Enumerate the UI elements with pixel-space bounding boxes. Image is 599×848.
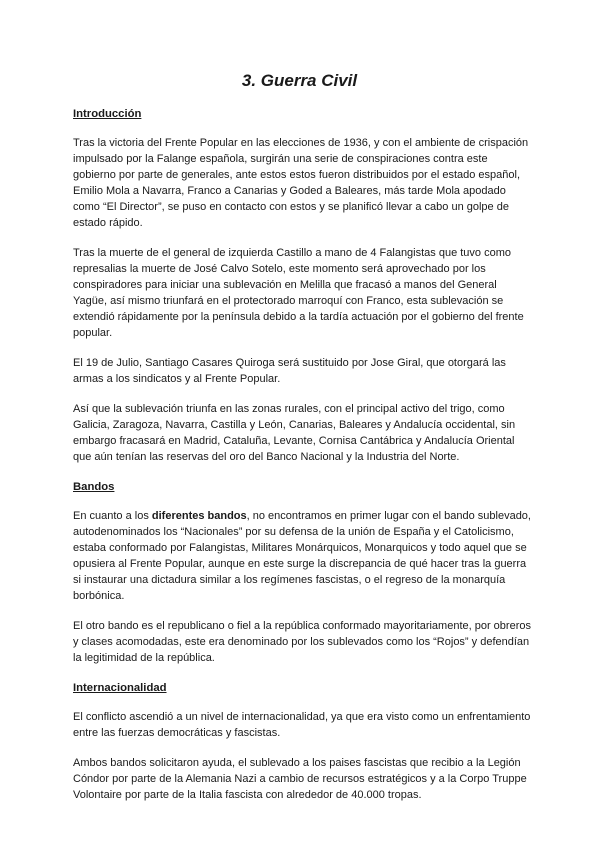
section-internacionalidad: [73, 680, 531, 803]
document-body: [73, 106, 531, 817]
section-heading: Internacionalidad: [73, 682, 167, 694]
section-heading: Introducción: [73, 108, 142, 120]
paragraph-text: , no encontramos en primer lugar con el bando sublevado, autodenominados los “Nacionales” por su defensa de la unión de España y el Catolicismo, estaba conformado por Falangistas, Militares Monárquicos, Monarquicos y todo aquel que se opusiera al Frente Popular, aunque en este surge la discrepancia de qué hacer tras la guerra si instaurar una dictadura similar a los regímenes fascistas, o el regreso de la monarquía borbónica.: [73, 510, 531, 602]
section-heading: Bandos: [73, 481, 115, 493]
paragraph: Ambos bandos solicitaron ayuda, el sublevado a los paises fascistas que recibio a la Legión Cóndor por parte de la Alemania Nazi a cambio de recursos estratégicos y a la Corpo Truppe Volontaire por parte de la Italia fascista con alrededor de 40.000 tropas.: [73, 757, 527, 801]
page-title: 3. Guerra Civil: [241, 71, 358, 90]
paragraph: Tras la victoria del Frente Popular en las elecciones de 1936, y con el ambiente de crispación impulsado por la Falange española, surgirán una serie de conspiraciones contra este gobierno por parte de generales, ante estos estos fueron distribuidos por el estado español, Emilio Mola a Navarra, Franco a Canarias y Goded a Baleares, más tarde Mola apodado como “El Director”, se puso en contacto con estos y se planificó llevar a cabo un golpe de estado rápido.: [73, 137, 529, 229]
section-bandos: [73, 479, 531, 666]
paragraph: El 19 de Julio, Santiago Casares Quiroga será sustituido por Jose Giral, que otorgará las armas a los sindicatos y al Frente Popular.: [73, 357, 506, 385]
bold-text: diferentes bandos: [151, 510, 247, 522]
paragraph: El conflicto ascendió a un nivel de internacionalidad, ya que era visto como un enfrentamiento entre las fuerzas democráticas y fascistas.: [73, 711, 531, 739]
paragraph: El otro bando es el republicano o fiel a la república conformado mayoritariamente, por obreros y clases acomodadas, este era denominado por los sublevados como los “Rojos” y defendían la legitimidad de la república.: [73, 620, 531, 664]
section-introduccion: [73, 106, 531, 465]
paragraph: Así que la sublevación triunfa en las zonas rurales, con el principal activo del trigo, como Galicia, Zaragoza, Navarra, Castilla y León, Canarias, Baleares y Andalucía occidental, sin embargo fracasará en Madrid, Cataluña, Levante, Cornisa Cantábrica y Andalucía Oriental que aún tenían las reservas del oro del Banco Nacional y la Industria del Norte.: [73, 403, 516, 463]
paragraph: [73, 508, 531, 604]
paragraph: Tras la muerte de el general de izquierda Castillo a mano de 4 Falangistas que tuvo como represalias la muerte de José Calvo Sotelo, este momento será aprovechado por los conspiradores para iniciar una sublevación en Melilla que fracasó a manos del General Yagüe, así mismo triunfará en el protectorado marroquí con Franco, esta sublevación se extendió rápidamente por la península debido a la tardía actuación por el gobierno del frente popular.: [73, 247, 524, 339]
paragraph-text: En cuanto a los: [73, 510, 152, 522]
